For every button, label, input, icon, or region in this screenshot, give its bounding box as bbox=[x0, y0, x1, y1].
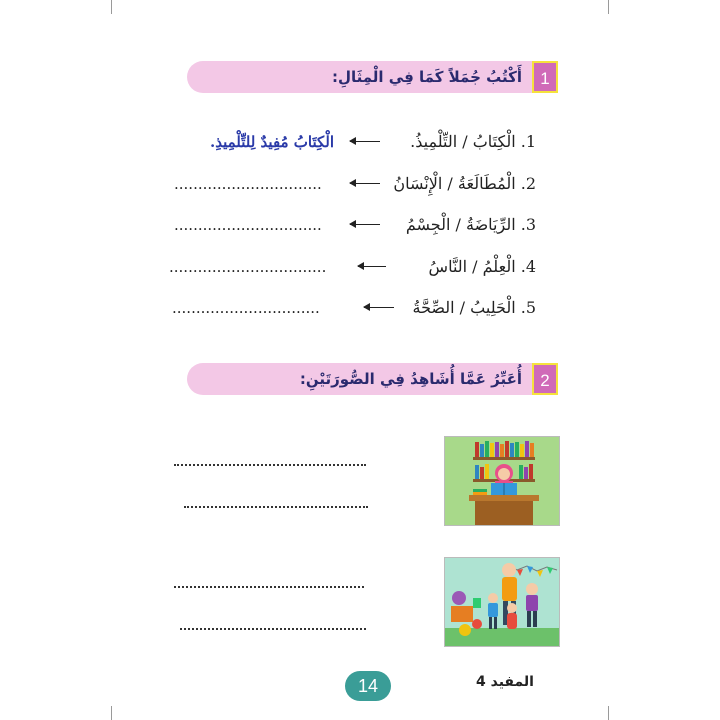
crop-mark-top-right bbox=[608, 0, 609, 14]
exercise-item-3: 3. الرِّيَاضَةُ / الْجِسْمُ bbox=[405, 215, 536, 234]
arrow-icon bbox=[350, 224, 380, 225]
family-picture bbox=[444, 557, 560, 647]
answer-blank-5[interactable]: ............................... bbox=[172, 299, 320, 317]
page-number-badge: 14 bbox=[345, 671, 391, 701]
library-illustration bbox=[445, 437, 559, 525]
exercise-item-1: 1. الْكِتَابُ / التِّلْمِيذُ. bbox=[410, 132, 536, 151]
answer-blank-4[interactable]: ................................. bbox=[169, 258, 327, 276]
answer-blank-2[interactable]: ............................... bbox=[174, 175, 322, 193]
exercise-row-4 bbox=[0, 252, 720, 282]
arrow-icon bbox=[350, 183, 380, 184]
section-1-header bbox=[187, 61, 558, 93]
crop-mark-bottom-right bbox=[608, 706, 609, 720]
writing-line-2[interactable] bbox=[184, 506, 368, 508]
writing-line-1[interactable] bbox=[174, 464, 366, 466]
arrow-icon bbox=[350, 141, 380, 142]
section-2-header bbox=[187, 363, 558, 395]
family-illustration bbox=[445, 558, 559, 646]
arrow-icon bbox=[364, 307, 394, 308]
writing-line-4[interactable] bbox=[180, 628, 366, 630]
exercise-row-2 bbox=[0, 169, 720, 199]
answer-blank-3[interactable]: ............................... bbox=[174, 216, 322, 234]
exercise-row-1 bbox=[0, 127, 720, 157]
example-answer: الْكِتَابُ مُفِيدٌ لِلتِّلْمِيذِ. bbox=[210, 133, 335, 151]
crop-mark-bottom-left bbox=[111, 706, 112, 720]
exercise-row-3 bbox=[0, 210, 720, 240]
exercise-item-4: 4. الْعِلْمُ / النَّاسُ bbox=[428, 257, 536, 276]
girl-reading-picture bbox=[444, 436, 560, 526]
exercise-row-5 bbox=[0, 293, 720, 323]
book-title: المفيد 4 bbox=[476, 674, 534, 690]
exercise-item-2: 2. الْمُطَالَعَةُ / الْإِنْسَانُ bbox=[393, 174, 536, 193]
section-2-title: أُعَبِّرُ عَمَّا أُشَاهِدُ فِي الصُّورَتَيْنِ: bbox=[299, 370, 522, 388]
arrow-icon bbox=[358, 266, 386, 267]
crop-mark-top-left bbox=[111, 0, 112, 14]
section-1-title: أَكْتُبُ جُمَلاً كَمَا فِي الْمِثَالِ: bbox=[331, 68, 522, 86]
section-2-number: 2 bbox=[532, 363, 558, 395]
section-1-number: 1 bbox=[532, 61, 558, 93]
writing-line-3[interactable] bbox=[174, 586, 364, 588]
exercise-item-5: 5. الْحَلِيبُ / الصِّحَّةُ bbox=[412, 298, 536, 317]
